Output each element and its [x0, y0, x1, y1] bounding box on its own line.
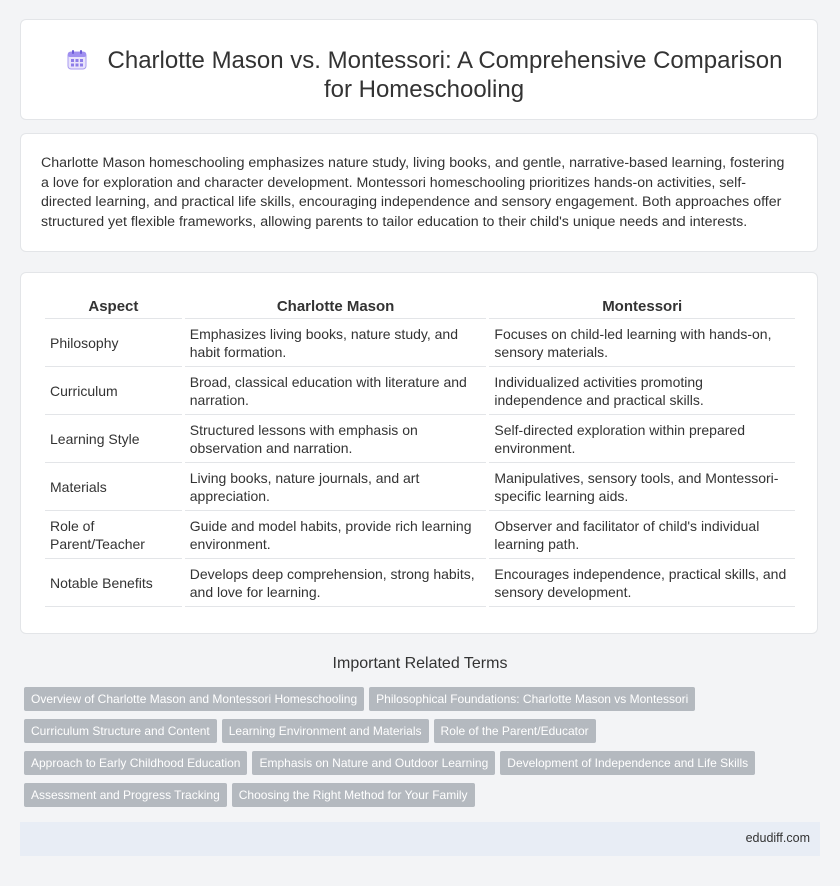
comparison-table-card [20, 272, 818, 634]
related-term-tag[interactable]: Choosing the Right Method for Your Family [232, 783, 475, 807]
montessori-cell: Encourages independence, practical skills, and sensory development. [489, 559, 795, 607]
related-term-tag[interactable]: Learning Environment and Materials [222, 719, 429, 743]
charlotte-mason-cell: Develops deep comprehension, strong habits, and love for learning. [185, 559, 487, 607]
page-title-text: Charlotte Mason vs. Montessori: A Comprehensive Comparison for Homeschooling [107, 47, 783, 103]
related-term-tag[interactable]: Role of the Parent/Educator [434, 719, 596, 743]
related-term-tag[interactable]: Approach to Early Childhood Education [24, 751, 247, 775]
related-terms-title: Important Related Terms [332, 655, 508, 672]
header-charlotte-mason: Charlotte Mason [185, 294, 487, 319]
related-term-tag[interactable]: Emphasis on Nature and Outdoor Learning [252, 751, 495, 775]
table-row [45, 463, 795, 511]
aspect-cell: Learning Style [45, 415, 182, 463]
related-term-tag[interactable]: Philosophical Foundations: Charlotte Mason vs Montessori [369, 687, 695, 711]
related-term-tag[interactable]: Overview of Charlotte Mason and Montessori Homeschooling [24, 687, 364, 711]
table-row [45, 511, 795, 559]
header-aspect: Aspect [45, 294, 182, 319]
related-term-tag[interactable]: Assessment and Progress Tracking [24, 783, 227, 807]
aspect-cell: Philosophy [45, 319, 182, 367]
table-row [45, 559, 795, 607]
summary-card [20, 133, 818, 252]
aspect-cell: Materials [45, 463, 182, 511]
header-montessori: Montessori [489, 294, 795, 319]
table-row [45, 415, 795, 463]
montessori-cell: Observer and facilitator of child's individual learning path. [489, 511, 795, 559]
aspect-cell: Role of Parent/Teacher [45, 511, 182, 559]
charlotte-mason-cell: Broad, classical education with literature and narration. [185, 367, 487, 415]
montessori-cell: Self-directed exploration within prepared environment. [489, 415, 795, 463]
table-header-row [45, 294, 795, 319]
charlotte-mason-cell: Structured lessons with emphasis on observation and narration. [185, 415, 487, 463]
montessori-cell: Manipulatives, sensory tools, and Montessori-specific learning aids. [489, 463, 795, 511]
montessori-cell: Focuses on child-led learning with hands-on, sensory materials. [489, 319, 795, 367]
header-card [20, 19, 818, 120]
charlotte-mason-cell: Guide and model habits, provide rich learning environment. [185, 511, 487, 559]
related-term-tag[interactable]: Curriculum Structure and Content [24, 719, 217, 743]
summary-text: Charlotte Mason homeschooling emphasizes nature study, living books, and gentle, narrative-based learning, fostering a love for exploration and character development. Montessori homeschooling prioritizes hands-on activities, self-directed learning, and practical life skills, encouraging independence and sensory engagement. Both approaches offer structured yet flexible frameworks, allowing parents to tailor education to their child's unique needs and interests. [41, 155, 785, 230]
montessori-cell: Individualized activities promoting independence and practical skills. [489, 367, 795, 415]
page-title [61, 46, 787, 104]
charlotte-mason-cell: Emphasizes living books, nature study, and habit formation. [185, 319, 487, 367]
charlotte-mason-cell: Living books, nature journals, and art appreciation. [185, 463, 487, 511]
calendar-icon [66, 49, 88, 71]
aspect-cell: Curriculum [45, 367, 182, 415]
footer-site-link[interactable]: edudiff.com [745, 831, 810, 845]
footer [20, 822, 820, 856]
aspect-cell: Notable Benefits [45, 559, 182, 607]
comparison-table [42, 294, 798, 607]
related-term-tag[interactable]: Development of Independence and Life Skills [500, 751, 755, 775]
related-terms-list [24, 687, 814, 815]
table-row [45, 367, 795, 415]
table-row [45, 319, 795, 367]
